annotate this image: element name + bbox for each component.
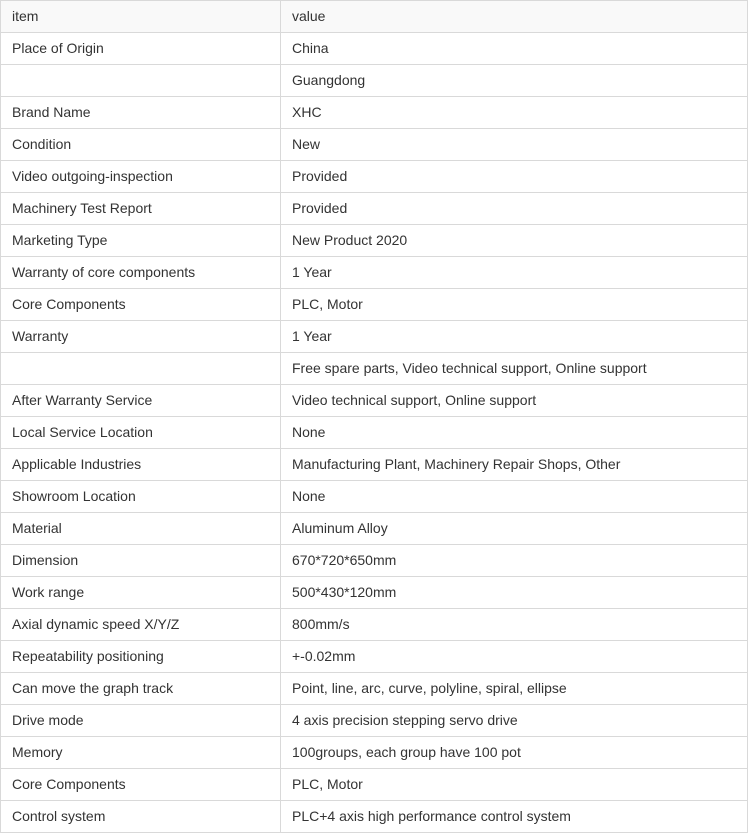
table-row [1, 737, 748, 769]
table-row [1, 33, 748, 65]
table-row [1, 449, 748, 481]
cell-value: PLC, Motor [281, 769, 748, 801]
cell-item: Core Components [1, 289, 281, 321]
cell-value: PLC, Motor [281, 289, 748, 321]
table-row [1, 321, 748, 353]
table-row [1, 97, 748, 129]
cell-item: Axial dynamic speed X/Y/Z [1, 609, 281, 641]
cell-value: Free spare parts, Video technical support, Online support [281, 353, 748, 385]
table-row [1, 577, 748, 609]
table-header [1, 1, 748, 33]
cell-item: Place of Origin [1, 33, 281, 65]
cell-value: +-0.02mm [281, 641, 748, 673]
table-row [1, 513, 748, 545]
table-row [1, 225, 748, 257]
cell-value: 800mm/s [281, 609, 748, 641]
cell-item: Video outgoing-inspection [1, 161, 281, 193]
cell-value: 100groups, each group have 100 pot [281, 737, 748, 769]
cell-value: 670*720*650mm [281, 545, 748, 577]
table-row [1, 641, 748, 673]
cell-item [1, 65, 281, 97]
header-row [1, 1, 748, 33]
cell-item: Machinery Test Report [1, 193, 281, 225]
cell-item: Can move the graph track [1, 673, 281, 705]
cell-item: Condition [1, 129, 281, 161]
cell-value: Provided [281, 161, 748, 193]
cell-item: Showroom Location [1, 481, 281, 513]
cell-value: China [281, 33, 748, 65]
cell-value: Video technical support, Online support [281, 385, 748, 417]
cell-item: Applicable Industries [1, 449, 281, 481]
cell-value: 1 Year [281, 257, 748, 289]
cell-item: Dimension [1, 545, 281, 577]
cell-item: Warranty of core components [1, 257, 281, 289]
table-row [1, 609, 748, 641]
cell-value: None [281, 481, 748, 513]
cell-item: Local Service Location [1, 417, 281, 449]
header-item: item [1, 1, 281, 33]
cell-item: Repeatability positioning [1, 641, 281, 673]
cell-value: New [281, 129, 748, 161]
table-row [1, 545, 748, 577]
table-row [1, 673, 748, 705]
cell-value: Provided [281, 193, 748, 225]
cell-value: New Product 2020 [281, 225, 748, 257]
cell-value: 500*430*120mm [281, 577, 748, 609]
header-value: value [281, 1, 748, 33]
cell-item: Warranty [1, 321, 281, 353]
table-row [1, 65, 748, 97]
cell-value: None [281, 417, 748, 449]
table-row [1, 769, 748, 801]
cell-item: Work range [1, 577, 281, 609]
cell-value: Aluminum Alloy [281, 513, 748, 545]
cell-value: Guangdong [281, 65, 748, 97]
cell-value: Manufacturing Plant, Machinery Repair Shops, Other [281, 449, 748, 481]
cell-item [1, 353, 281, 385]
table-row [1, 289, 748, 321]
table-row [1, 385, 748, 417]
table-row [1, 129, 748, 161]
table-row [1, 193, 748, 225]
cell-item: Drive mode [1, 705, 281, 737]
cell-value: XHC [281, 97, 748, 129]
cell-item: Core Components [1, 769, 281, 801]
cell-value: 4 axis precision stepping servo drive [281, 705, 748, 737]
cell-item: Brand Name [1, 97, 281, 129]
table-row [1, 417, 748, 449]
cell-item: Marketing Type [1, 225, 281, 257]
table-row [1, 481, 748, 513]
table-row [1, 705, 748, 737]
table-row [1, 257, 748, 289]
table-row [1, 801, 748, 833]
table-row [1, 353, 748, 385]
cell-item: Control system [1, 801, 281, 833]
cell-value: 1 Year [281, 321, 748, 353]
cell-value: Point, line, arc, curve, polyline, spiral, ellipse [281, 673, 748, 705]
table-row [1, 161, 748, 193]
cell-value: PLC+4 axis high performance control system [281, 801, 748, 833]
table-body [1, 33, 748, 833]
cell-item: After Warranty Service [1, 385, 281, 417]
cell-item: Memory [1, 737, 281, 769]
cell-item: Material [1, 513, 281, 545]
